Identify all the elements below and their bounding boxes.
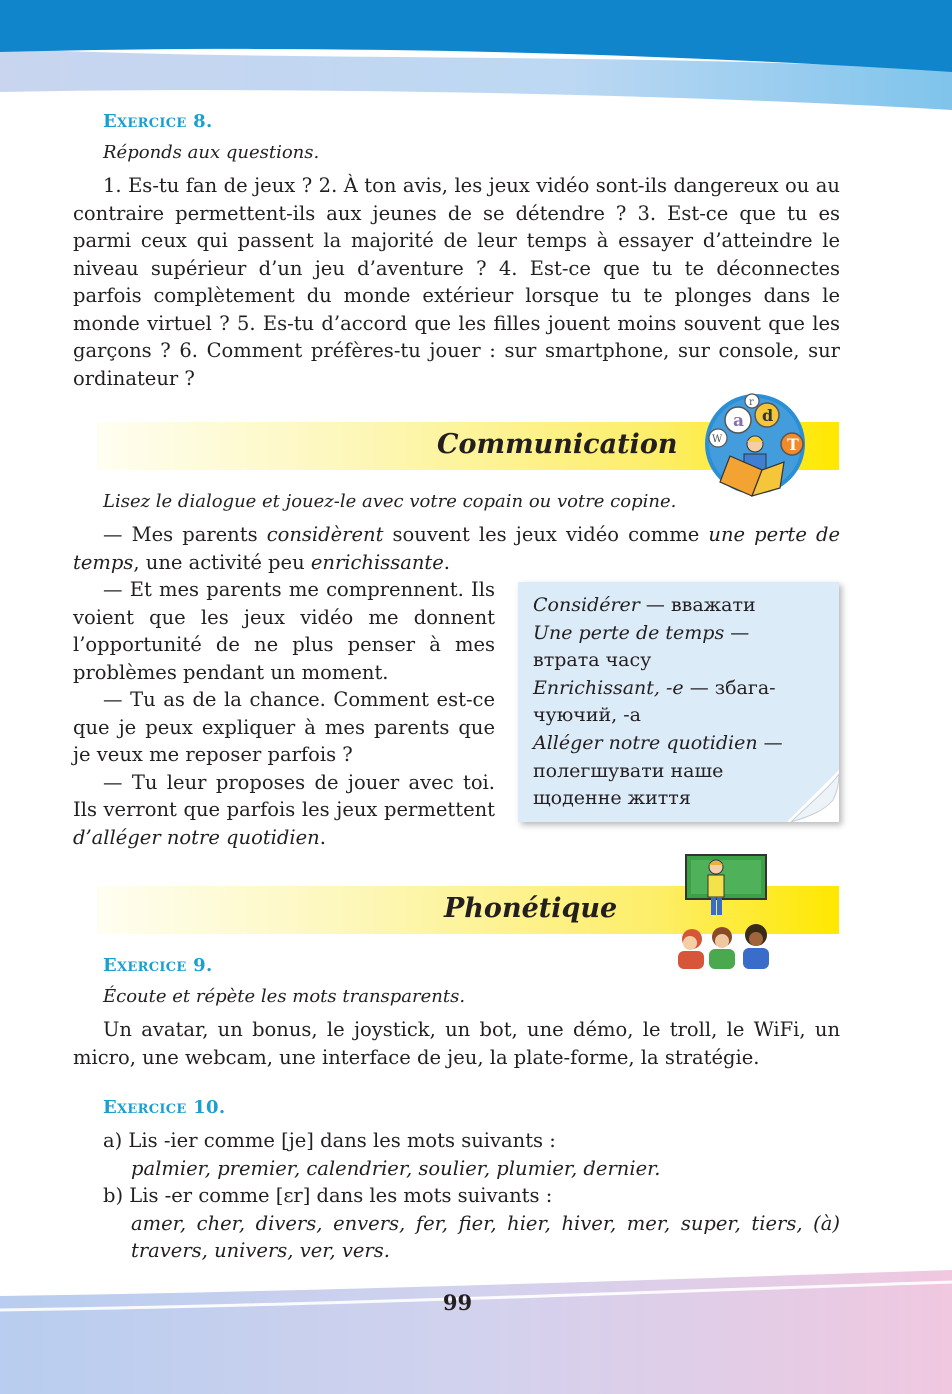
dialogue-line-4: — Tu leur proposes de jouer avec toi. Ils verront que parfois les jeux permettent d’alléger notre quotidien. [73,770,495,849]
classroom-illustration [668,853,786,973]
vocabulary-line: втрата часу [533,649,652,672]
letter-t: T [787,435,799,454]
exercise-9-title: Exercice 9. [103,955,213,976]
dialogue-line-2: — Et mes parents me comprennent. Ils voient que les jeux vidéo me donnent l’opportunité de ne plus penser à mes problèmes pendant un moment. [73,578,495,684]
exercise-10-item-b-words-line1: amer, cher, divers, envers, fer, fier, hier, hiver, mer, super, tiers, (à) [131,1212,840,1235]
vocabulary-line: Enrichissant, -e — збага- [533,676,776,699]
top-decorative-band [0,0,952,110]
communication-instruction: Lisez le dialogue et jouez-le avec votre copain ou votre copine. [103,491,677,512]
letter-w: W [712,434,723,445]
exercise-10-item-b-words-line2: travers, univers, ver, vers. [131,1239,390,1262]
exercise-8-title: Exercice 8. [103,111,213,132]
letter-a: a [733,411,745,431]
phonetics-heading: Phonétique [444,893,618,924]
letter-d: d [762,406,774,425]
exercise-10-item-a-words: palmier, premier, calendrier, soulier, plumier, dernier. [131,1157,661,1180]
letters-illustration [700,392,810,504]
exercise-8-questions: 1. Es-tu fan de jeux ? 2. À ton avis, les jeux vidéo sont-ils dangereux ou au contraire permettent-ils aux jeunes de se détendre ? 3. Est-ce que tu es parmi ceux qui passent la majorité de leur temps à essayer d’atteindre le niveau supérieur d’un jeu d’aventure ? 4. Est-ce que tu te déconnectes parfois complètement du monde extérieur lorsque tu te plonges dans le monde virtuel ? 5. Es-tu d’accord que les filles jouent moins souvent que les garçons ? 6. Comment préfères-tu jouer : sur smartphone, sur console, sur ordinateur ? [73,174,840,390]
exercise-9-instruction: Écoute et répète les mots transparents. [103,986,466,1007]
vocabulary-line: Considérer — вважати [533,594,756,616]
exercise-10-item-b-label: b) Lis -er comme [ɛr] dans les mots suivants : [103,1184,553,1207]
dialogue-line-1: — Mes parents considèrent souvent les jeux vidéo comme une perte de temps, une activité peu enrichissante. [73,523,840,574]
vocabulary-line: щоденне життя [533,787,691,810]
exercise-9-words: Un avatar, un bonus, le joystick, un bot, une démo, le troll, le WiFi, un micro, une webcam, une interface de jeu, la plate-forme, la stratégie. [73,1018,840,1069]
exercise-10-item-a-label: a) Lis -ier comme [je] dans les mots suivants : [103,1129,556,1152]
dialogue-column [73,576,495,851]
vocabulary-line: полегшувати наше [533,759,724,782]
vocabulary-line: Une perte de temps — [533,621,750,644]
dialogue-line-3: — Tu as de la chance. Comment est-ce que je peux expliquer à mes parents que je veux me reposer parfois ? [73,688,495,766]
vocabulary-line: чуючий, -а [533,704,641,727]
bottom-decorative-band [0,1270,952,1394]
exercise-10-title: Exercice 10. [103,1097,226,1118]
exercise-8-instruction: Réponds aux questions. [103,142,320,163]
page-curl-icon [787,770,839,822]
vocabulary-line: Alléger notre quotidien — [533,731,783,754]
communication-heading: Communication [437,429,678,460]
page-number: 99 [442,1290,473,1315]
vocabulary-note [518,582,839,822]
letter-r: r [749,397,754,408]
